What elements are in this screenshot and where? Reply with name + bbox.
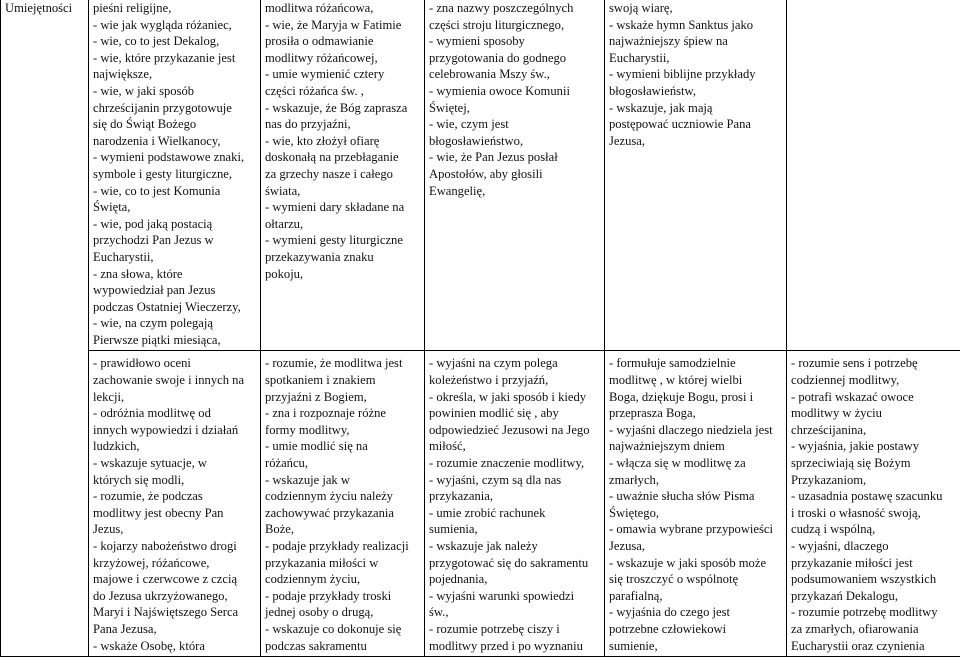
cell-line: - wie, czym jest <box>429 116 601 133</box>
table-cell <box>787 0 960 351</box>
cell-line: - podaje przykłady troski <box>265 588 421 605</box>
cell-line: - wskazuje, jak mają <box>609 100 783 117</box>
table-cell <box>89 351 261 657</box>
cell-line: codziennym życiu, <box>265 571 421 588</box>
cell-line: sumienie, <box>609 638 783 655</box>
cell-line: cudzą i wspólną, <box>791 521 957 538</box>
cell-line: parafialną, <box>609 588 783 605</box>
cell-line: Świętego, <box>609 505 783 522</box>
cell-line: - potrafi wskazać owoce <box>791 389 957 406</box>
cell-line: Maryi i Najświętszego Serca <box>93 604 257 621</box>
cell-line: - formułuje samodzielnie <box>609 355 783 372</box>
cell-line: - wyjaśni na czym polega <box>429 355 601 372</box>
cell-line: - wymieni gesty liturgiczne <box>265 232 421 249</box>
cell-line: Jezusa, <box>609 133 783 150</box>
cell-line: - rozumie potrzebę modlitwy <box>791 604 957 621</box>
cell-line: do Jezusa ukrzyżowanego, <box>93 588 257 605</box>
cell-line: - wskazuje sytuacje, w <box>93 455 257 472</box>
cell-line: - wskazuje jak w <box>265 472 421 489</box>
table-cell <box>261 351 425 657</box>
cell-line: Boga, dziękuje Bogu, prosi i <box>609 389 783 406</box>
cell-line: modlitwy w życiu <box>791 405 957 422</box>
cell-line: - wie, że Maryja w Fatimie <box>265 17 421 34</box>
cell-line: modlitwy przed i po wyznaniu <box>429 638 601 655</box>
cell-line: krzyżowej, różańcowe, <box>93 555 257 572</box>
cell-line: - rozumie znaczenie modlitwy, <box>429 455 601 472</box>
cell-line: chrześcijanina, <box>791 422 957 439</box>
cell-line: błogosławieństwo, <box>429 133 601 150</box>
table-cell <box>261 0 425 351</box>
cell-line: Eucharystii, <box>93 249 257 266</box>
cell-line: sumienia, <box>429 521 601 538</box>
cell-line: Boże, <box>265 521 421 538</box>
cell-line: przykazanie miłości jest <box>791 555 957 572</box>
cell-line: - wskaże hymn Sanktus jako <box>609 17 783 34</box>
cell-line: symbole i gesty liturgiczne, <box>93 166 257 183</box>
cell-line: - wskazuje jak należy <box>429 538 601 555</box>
cell-line: - wie, kto złożył ofiarę <box>265 133 421 150</box>
cell-line: - umie wymienić cztery <box>265 66 421 83</box>
cell-line: podczas Ostatniej Wieczerzy, <box>93 299 257 316</box>
cell-line: pojednania, <box>429 571 601 588</box>
table-row <box>1 0 960 351</box>
cell-line: - wie, pod jaką postacią <box>93 216 257 233</box>
cell-line: - wie, co to jest Komunia <box>93 183 257 200</box>
cell-line: za zmarłych, ofiarowania <box>791 621 957 638</box>
cell-line: - wymieni podstawowe znaki, <box>93 149 257 166</box>
cell-line: ludzkich, <box>93 438 257 455</box>
cell-line: - wie jak wygląda różaniec, <box>93 17 257 34</box>
cell-line: przygotować się do sakramentu <box>429 555 601 572</box>
cell-line: celebrowania Mszy św., <box>429 66 601 83</box>
cell-line: modlitwa różańcowa, <box>265 0 421 17</box>
cell-line: - wymienia owoce Komunii <box>429 83 601 100</box>
cell-line: lekcji, <box>93 389 257 406</box>
cell-line: pieśni religijne, <box>93 0 257 17</box>
table-cell <box>605 0 787 351</box>
cell-line: modlitwy jest obecny Pan <box>93 505 257 522</box>
cell-line: przykazania, <box>429 488 601 505</box>
cell-line: i troski o własność swoją, <box>791 505 957 522</box>
cell-line: przychodzi Pan Jezus w <box>93 232 257 249</box>
cell-line: Eucharystii, <box>609 50 783 67</box>
cell-line: św., <box>429 604 601 621</box>
cell-line: przyjaźni z Bogiem, <box>265 389 421 406</box>
cell-line: powinien modlić się , aby <box>429 405 601 422</box>
cell-line: swoją wiarę, <box>609 0 783 17</box>
cell-line: - wie, że Pan Jezus posłał <box>429 149 601 166</box>
cell-line: - wyjaśnia do czego jest <box>609 604 783 621</box>
cell-line: narodzenia i Wielkanocy, <box>93 133 257 150</box>
cell-line: - zna i rozpoznaje różne <box>265 405 421 422</box>
cell-line: jednej osoby o drugą, <box>265 604 421 621</box>
cell-line: - wymieni biblijne przykłady <box>609 66 783 83</box>
cell-line: się troszczyć o wspólnotę <box>609 571 783 588</box>
cell-line: świata, <box>265 183 421 200</box>
cell-line: modlitwy różańcowej, <box>265 50 421 67</box>
cell-line: - wskazuje, że Bóg zaprasza <box>265 100 421 117</box>
cell-line: odpowiedzieć Jezusowi na Jego <box>429 422 601 439</box>
cell-line: zachowywać przykazania <box>265 505 421 522</box>
cell-line: pokoju, <box>265 266 421 283</box>
table-cell <box>89 0 261 351</box>
cell-line: codziennej modlitwy, <box>791 372 957 389</box>
table-cell <box>605 351 787 657</box>
cell-line: - wymieni sposoby <box>429 33 601 50</box>
cell-line: - rozumie potrzebę ciszy i <box>429 621 601 638</box>
cell-line: - określa, w jaki sposób i kiedy <box>429 389 601 406</box>
cell-line: - wyjaśni warunki spowiedzi <box>429 588 601 605</box>
cell-line: - omawia wybrane przypowieści <box>609 521 783 538</box>
cell-line: prosiła o odmawianie <box>265 33 421 50</box>
cell-line: spotkaniem i znakiem <box>265 372 421 389</box>
cell-line: - włącza się w modlitwę za <box>609 455 783 472</box>
cell-line: podczas sakramentu <box>265 638 421 655</box>
cell-line: Eucharystii oraz czynienia <box>791 638 957 655</box>
cell-line: Przykazaniom, <box>791 472 957 489</box>
cell-line: - uważnie słucha słów Pisma <box>609 488 783 505</box>
row-label: Umiejętności <box>5 1 72 15</box>
cell-line: innych wypowiedzi i działań <box>93 422 257 439</box>
cell-line: podsumowaniem wszystkich <box>791 571 957 588</box>
cell-line: części różańca św. , <box>265 83 421 100</box>
cell-line: doskonałą na przebłaganie <box>265 149 421 166</box>
cell-line: - wymieni dary składane na <box>265 199 421 216</box>
cell-line: potrzebne człowiekowi <box>609 621 783 638</box>
cell-line: Pierwsze piątki miesiąca, <box>93 332 257 349</box>
cell-line: - wskazuje w jaki sposób może <box>609 555 783 572</box>
cell-line: Święta, <box>93 199 257 216</box>
cell-line: błogosławieństw, <box>609 83 783 100</box>
cell-line: przeprasza Boga, <box>609 405 783 422</box>
cell-line: - rozumie, że modlitwa jest <box>265 355 421 372</box>
cell-line: codziennym życiu należy <box>265 488 421 505</box>
cell-line: - umie modlić się na <box>265 438 421 455</box>
cell-line: których się modli, <box>93 472 257 489</box>
cell-line: - odróżnia modlitwę od <box>93 405 257 422</box>
cell-line: - rozumie, że podczas <box>93 488 257 505</box>
cell-line: przekazywania znaku <box>265 249 421 266</box>
cell-line: najważniejszy śpiew na <box>609 33 783 50</box>
cell-line: koleżeństwo i przyjaźń, <box>429 372 601 389</box>
cell-line: najważniejszym dniem <box>609 438 783 455</box>
cell-line: chrześcijanin przygotowuje <box>93 100 257 117</box>
cell-line: - wyjaśni, czym są dla nas <box>429 472 601 489</box>
cell-line: Jezusa, <box>609 538 783 555</box>
cell-line: - wskazuje co dokonuje się <box>265 621 421 638</box>
cell-line: przykazania miłości w <box>265 555 421 572</box>
table-cell <box>425 351 605 657</box>
cell-line: - wyjaśni dlaczego niedziela jest <box>609 422 783 439</box>
cell-line: - uzasadnia postawę szacunku <box>791 488 957 505</box>
cell-line: majowe i czerwcowe z czcią <box>93 571 257 588</box>
cell-line: zmarłych, <box>609 472 783 489</box>
cell-line: Świętej, <box>429 100 601 117</box>
table-cell <box>425 0 605 351</box>
cell-line: różańcu, <box>265 455 421 472</box>
cell-line: - rozumie sens i potrzebę <box>791 355 957 372</box>
cell-line: - wskaże Osobę, która <box>93 638 257 655</box>
cell-line: - wie, które przykazanie jest <box>93 50 257 67</box>
cell-line: zachowanie swoje i innych na <box>93 372 257 389</box>
cell-line: - zna nazwy poszczególnych <box>429 0 601 17</box>
cell-line: - wie, co to jest Dekalog, <box>93 33 257 50</box>
cell-line: modlitwę , w której wielbi <box>609 372 783 389</box>
table-cell <box>787 351 960 657</box>
cell-line: przykazań Dekalogu, <box>791 588 957 605</box>
cell-line: Ewangelię, <box>429 183 601 200</box>
cell-line: - wie, w jaki sposób <box>93 83 257 100</box>
row-label-cell <box>1 0 89 657</box>
cell-line: - umie zrobić rachunek <box>429 505 601 522</box>
cell-line: - zna słowa, które <box>93 266 257 283</box>
cell-line: - wyjaśnia, jakie postawy <box>791 438 957 455</box>
cell-line: ołtarzu, <box>265 216 421 233</box>
cell-line: Apostołów, aby głosili <box>429 166 601 183</box>
cell-line: - wyjaśni, dlaczego <box>791 538 957 555</box>
cell-line: postępować uczniowie Pana <box>609 116 783 133</box>
cell-line: nas do przyjaźni, <box>265 116 421 133</box>
cell-line: Pana Jezusa, <box>93 621 257 638</box>
cell-line: sprzeciwiają się Bożym <box>791 455 957 472</box>
cell-line: formy modlitwy, <box>265 422 421 439</box>
cell-line: przygotowania do godnego <box>429 50 601 67</box>
cell-line: Jezus, <box>93 521 257 538</box>
cell-line: - podaje przykłady realizacji <box>265 538 421 555</box>
cell-line: części stroju liturgicznego, <box>429 17 601 34</box>
cell-line: miłość, <box>429 438 601 455</box>
table-row <box>1 351 960 657</box>
cell-line: - wie, na czym polegają <box>93 315 257 332</box>
cell-line: za grzechy nasze i całego <box>265 166 421 183</box>
cell-line: się do Świąt Bożego <box>93 116 257 133</box>
cell-line: wypowiedział pan Jezus <box>93 282 257 299</box>
cell-line: największe, <box>93 66 257 83</box>
cell-line: - prawidłowo oceni <box>93 355 257 372</box>
cell-line: - kojarzy nabożeństwo drogi <box>93 538 257 555</box>
